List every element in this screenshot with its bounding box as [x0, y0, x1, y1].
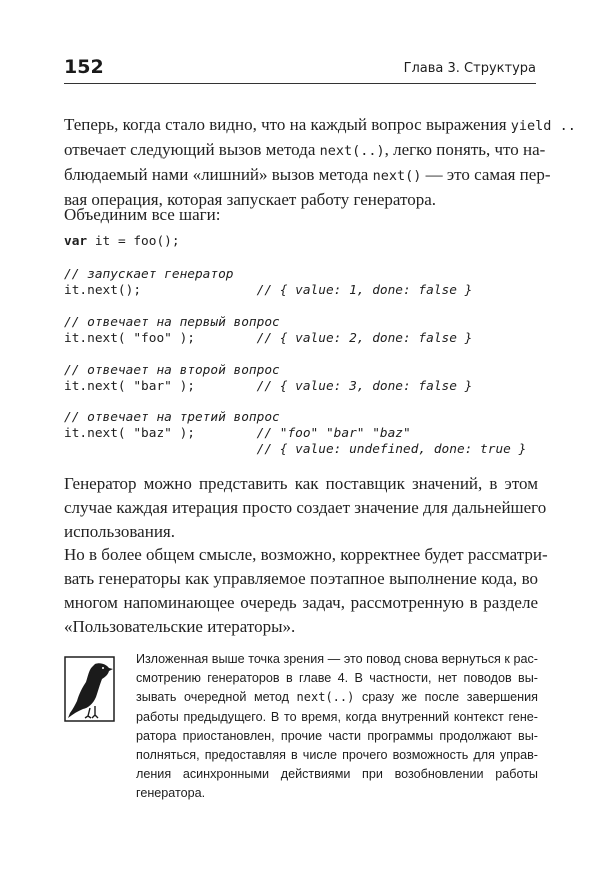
paragraph-3	[64, 472, 547, 544]
page-header	[64, 56, 536, 80]
note-box	[64, 650, 538, 800]
code-comment: // запускает генератор	[64, 267, 234, 282]
paragraph-3-line-3: использования.	[64, 522, 175, 541]
text-run: сразу же после завершения	[354, 690, 538, 705]
note-line-3	[136, 688, 538, 707]
inline-code: yield ..	[510, 118, 576, 134]
text-run: зывать очередной метод	[136, 690, 297, 705]
text-run: блюдаемый нами «лишний» вызов метода	[64, 165, 373, 184]
inline-code: next(..)	[296, 690, 355, 705]
text-run: Теперь, когда стало видно, что на каждый вопрос выражения	[64, 115, 511, 134]
code-line	[64, 426, 411, 442]
code-comment: // отвечает на первый вопрос	[64, 315, 280, 330]
code-line	[64, 283, 472, 299]
code-comment: // отвечает на второй вопрос	[64, 363, 280, 378]
code-text: it.next( "bar" );	[64, 379, 257, 394]
code-comment: // { value: undefined, done: true }	[256, 442, 527, 457]
note-line-8: генератора.	[136, 786, 206, 801]
code-line	[64, 379, 472, 395]
code-line	[64, 442, 526, 458]
code-keyword: var	[64, 234, 88, 249]
note-line-5: ратора приостановлен, прочие части программы продолжают вы-	[136, 728, 538, 743]
code-text: it.next( "baz" );	[64, 426, 257, 441]
paragraph-1-line-1	[64, 113, 576, 138]
note-line-1: Изложенная выше точка зрения — это повод снова вернуться к рас-	[136, 652, 538, 666]
note-line-2: смотрению генераторов в главе 4. В частности, нет поводов вы-	[136, 671, 538, 686]
text-run: — это самая пер-	[421, 165, 551, 184]
note-line-7: ления асинхронными действиями при возобновлении работы	[136, 767, 538, 782]
note-line-6: полняться, предоставляя в числе прочего возможность для управ-	[136, 748, 538, 763]
inline-code: next()	[372, 168, 422, 184]
paragraph-2	[64, 203, 538, 227]
page-number: 152	[64, 56, 104, 78]
note-line-4: работы предыдущего. В то время, когда внутренний контекст гене-	[136, 709, 538, 724]
paragraph-4-line-4: «Пользовательские итераторы».	[64, 617, 296, 636]
running-head: Глава 3. Структура	[403, 61, 536, 76]
code-comment: // { value: 2, done: false }	[256, 331, 473, 346]
paragraph-1-line-3	[64, 163, 551, 188]
paragraph-3-line-1: Генератор можно представить как поставщик значений, в этом	[64, 474, 538, 493]
code-comment: // { value: 3, done: false }	[256, 379, 473, 394]
code-line	[64, 331, 472, 347]
code-comment: // отвечает на третий вопрос	[64, 410, 280, 425]
text-run: , легко понять, что на-	[384, 140, 546, 159]
note-text	[136, 650, 538, 804]
paragraph-4-line-1: Но в более общем смысле, возможно, корректнее будет рассматри-	[64, 545, 548, 564]
code-text: it = foo();	[87, 234, 180, 249]
paragraph-2-text: Объединим все шаги:	[64, 205, 221, 224]
code-comment: // "foo" "bar" "baz"	[256, 426, 411, 441]
code-text: it.next();	[64, 283, 257, 298]
inline-code: next(..)	[319, 143, 385, 159]
paragraph-4-line-2: вать генераторы как управляемое поэтапное выполнение кода, во	[64, 569, 538, 588]
paragraph-3-line-2: случае каждая итерация просто создает значение для дальнейшего	[64, 498, 547, 517]
paragraph-1-line-2	[64, 138, 546, 163]
header-rule	[64, 83, 536, 84]
code-text	[64, 442, 257, 457]
paragraph-4-line-3: многом напоминающее очередь задач, рассмотренную в разделе	[64, 593, 538, 612]
text-run: отвечает следующий вызов метода	[64, 140, 320, 159]
code-comment: // { value: 1, done: false }	[256, 283, 473, 298]
paragraph-1	[64, 113, 576, 212]
paragraph-4	[64, 543, 548, 639]
code-text: it.next( "foo" );	[64, 331, 257, 346]
code-line	[64, 234, 180, 250]
paragraph-1-line-4: вая операция, которая запускает работу генератора.	[64, 190, 437, 209]
raven-icon	[64, 656, 115, 722]
